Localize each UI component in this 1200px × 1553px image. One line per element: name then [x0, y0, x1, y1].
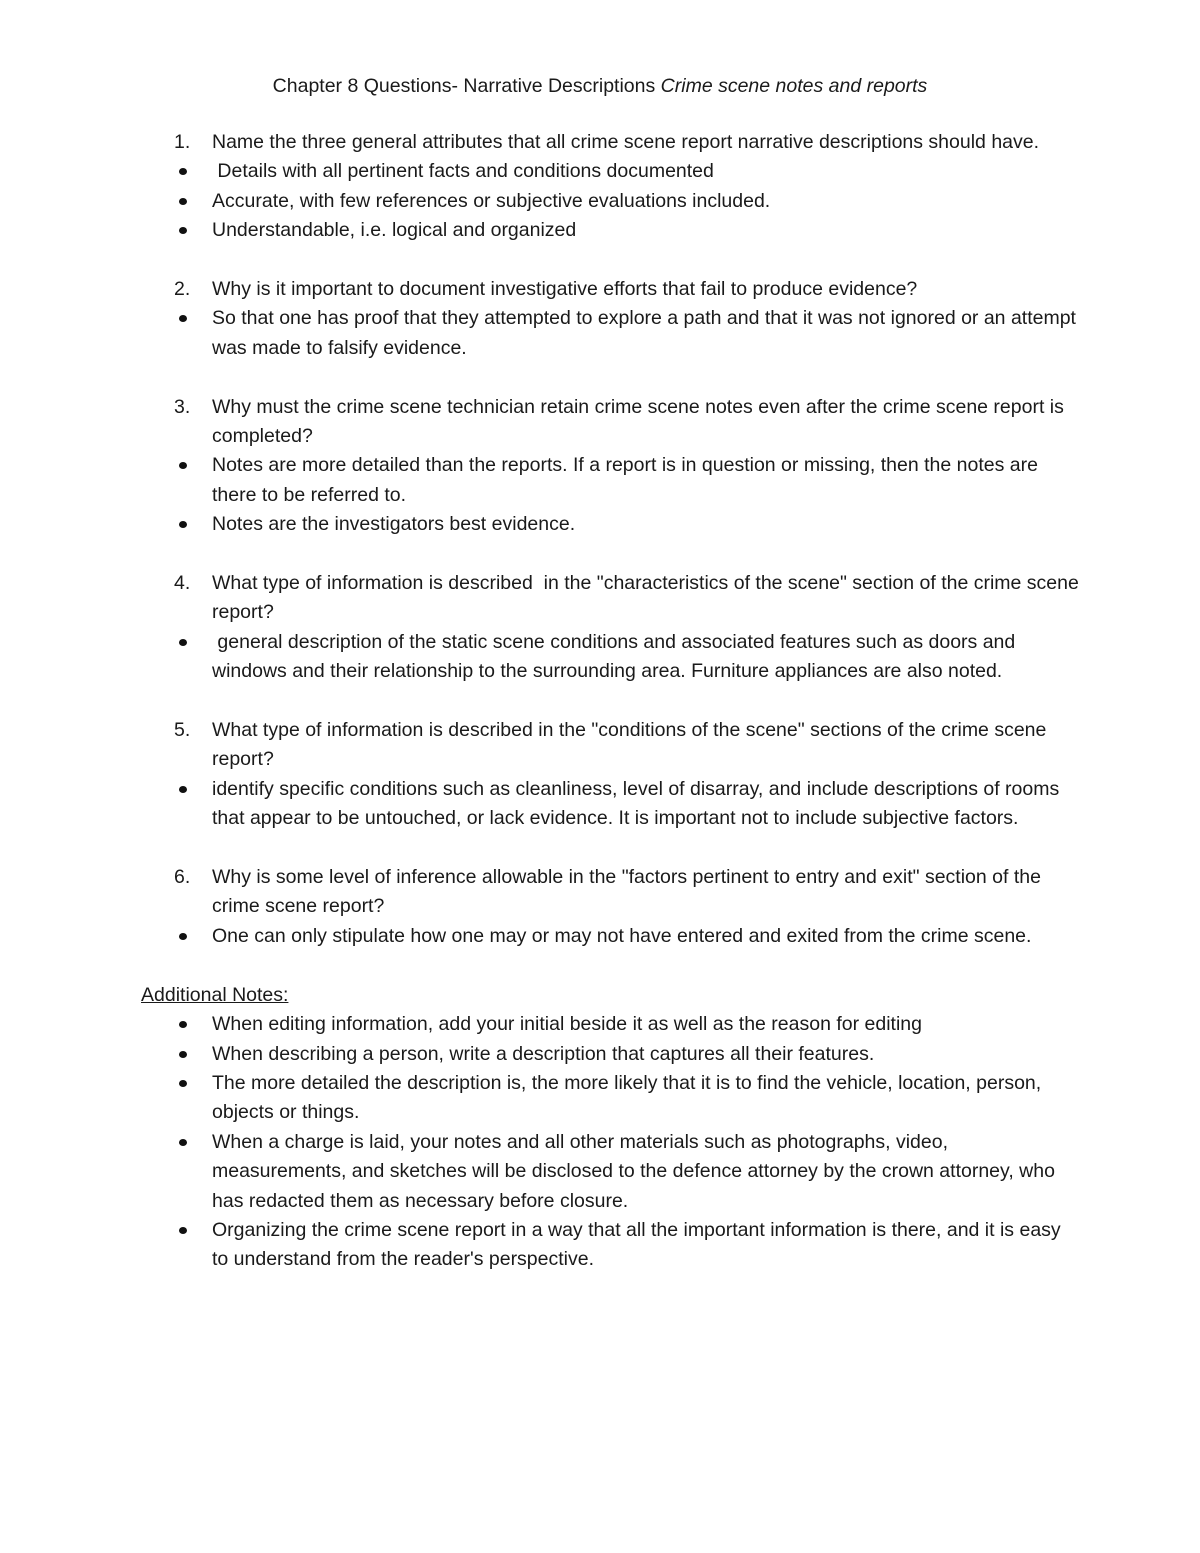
- bullet-icon: [179, 168, 187, 175]
- title-main: Chapter 8 Questions- Narrative Descriptions: [272, 75, 661, 97]
- notes-heading-suffix: :: [283, 983, 289, 1006]
- spacer: [0, 246, 1200, 275]
- answer-item: [0, 451, 1200, 510]
- answer-text: One can only stipulate how one may or may not have entered and exited from the crime scene.: [212, 924, 1032, 947]
- note-item: [0, 1069, 1200, 1128]
- answer-text: Details with all pertinent facts and conditions documented: [212, 160, 714, 183]
- question-number: 5.: [174, 719, 191, 742]
- question-3: [0, 393, 1200, 452]
- question-text: What type of information is described in the "conditions of the scene" sections of the crime scene report?: [212, 719, 1047, 771]
- note-text: Organizing the crime scene report in a way that all the important information is there, and it is easy to understand from the reader's perspective.: [212, 1218, 1061, 1271]
- answer-item: [0, 510, 1200, 539]
- page-title: [0, 72, 1200, 101]
- question-number: 3.: [174, 395, 191, 418]
- title-italic: Crime scene notes and reports: [660, 75, 928, 97]
- answer-item: [0, 775, 1200, 834]
- note-item: [0, 1010, 1200, 1039]
- note-text: When describing a person, write a description that captures all their features.: [212, 1042, 875, 1065]
- note-text: The more detailed the description is, the more likely that it is to find the vehicle, location, person, objects or things.: [212, 1071, 1042, 1124]
- bullet-icon: [179, 198, 187, 205]
- note-item: [0, 1128, 1200, 1216]
- question-text: Name the three general attributes that all crime scene report narrative descriptions should have.: [212, 131, 1040, 153]
- question-text: Why is it important to document investigative efforts that fail to produce evidence?: [212, 278, 918, 301]
- answer-item: [0, 216, 1200, 245]
- document-content: [0, 128, 1200, 1275]
- answer-item: [0, 304, 1200, 363]
- answer-text: Understandable, i.e. logical and organized: [212, 219, 577, 242]
- spacer: [0, 687, 1200, 716]
- answer-text: Accurate, with few references or subjective evaluations included.: [212, 189, 771, 212]
- answer-text: So that one has proof that they attempted to explore a path and that it was not ignored or an attempt was made to falsify evidence.: [212, 307, 1076, 359]
- question-6: [0, 863, 1200, 922]
- question-2: [0, 275, 1200, 304]
- spacer: [0, 951, 1200, 980]
- question-number: 6.: [174, 866, 191, 889]
- note-item: [0, 1216, 1200, 1275]
- bullet-icon: [179, 521, 187, 528]
- question-text: Why is some level of inference allowable in the "factors pertinent to entry and exit" section of the crime scene report?: [212, 866, 1041, 918]
- spacer: [0, 363, 1200, 392]
- answer-item: [0, 628, 1200, 687]
- bullet-icon: [179, 1080, 187, 1087]
- additional-notes-heading: [0, 981, 1200, 1010]
- answer-item: [0, 157, 1200, 186]
- bullet-icon: [179, 462, 187, 469]
- bullet-icon: [179, 639, 187, 646]
- note-item: [0, 1040, 1200, 1069]
- note-text: When editing information, add your initial beside it as well as the reason for editing: [212, 1013, 922, 1036]
- answer-item: [0, 187, 1200, 216]
- question-1: [0, 128, 1200, 157]
- bullet-icon: [179, 1139, 187, 1146]
- question-text: What type of information is described in the "characteristics of the scene" section of the crime scene report?: [212, 572, 1085, 624]
- question-4: [0, 569, 1200, 628]
- spacer: [0, 834, 1200, 863]
- bullet-icon: [179, 1051, 187, 1058]
- bullet-icon: [179, 1021, 187, 1028]
- question-number: 4.: [174, 572, 191, 595]
- question-5: [0, 716, 1200, 775]
- answer-text: Notes are more detailed than the reports. If a report is in question or missing, then the notes are there to be referred to.: [212, 454, 1038, 506]
- note-text: When a charge is laid, your notes and all other materials such as photographs, video, measurements, and sketches will be disclosed to the defence attorney by the crown attorney, who has redacted them as necessary before closure.: [212, 1130, 1055, 1212]
- bullet-icon: [179, 933, 187, 940]
- answer-item: [0, 922, 1200, 951]
- question-number: 2.: [174, 278, 191, 301]
- bullet-icon: [179, 315, 187, 322]
- answer-text: general description of the static scene conditions and associated features such as doors and windows and their relationship to the surrounding area. Furniture appliances are also noted.: [212, 630, 1021, 683]
- answer-text: Notes are the investigators best evidence.: [212, 513, 576, 536]
- bullet-icon: [179, 227, 187, 234]
- bullet-icon: [179, 786, 187, 793]
- question-number: 1.: [174, 131, 191, 153]
- answer-text: identify specific conditions such as cleanliness, level of disarray, and include descriptions of rooms that appear to be untouched, or lack evidence. It is important not to include subjective factors.: [212, 777, 1060, 830]
- notes-heading-text: Additional Notes: [141, 983, 284, 1006]
- spacer: [0, 540, 1200, 569]
- question-text: Why must the crime scene technician retain crime scene notes even after the crime scene report is completed?: [212, 395, 1064, 448]
- bullet-icon: [179, 1227, 187, 1234]
